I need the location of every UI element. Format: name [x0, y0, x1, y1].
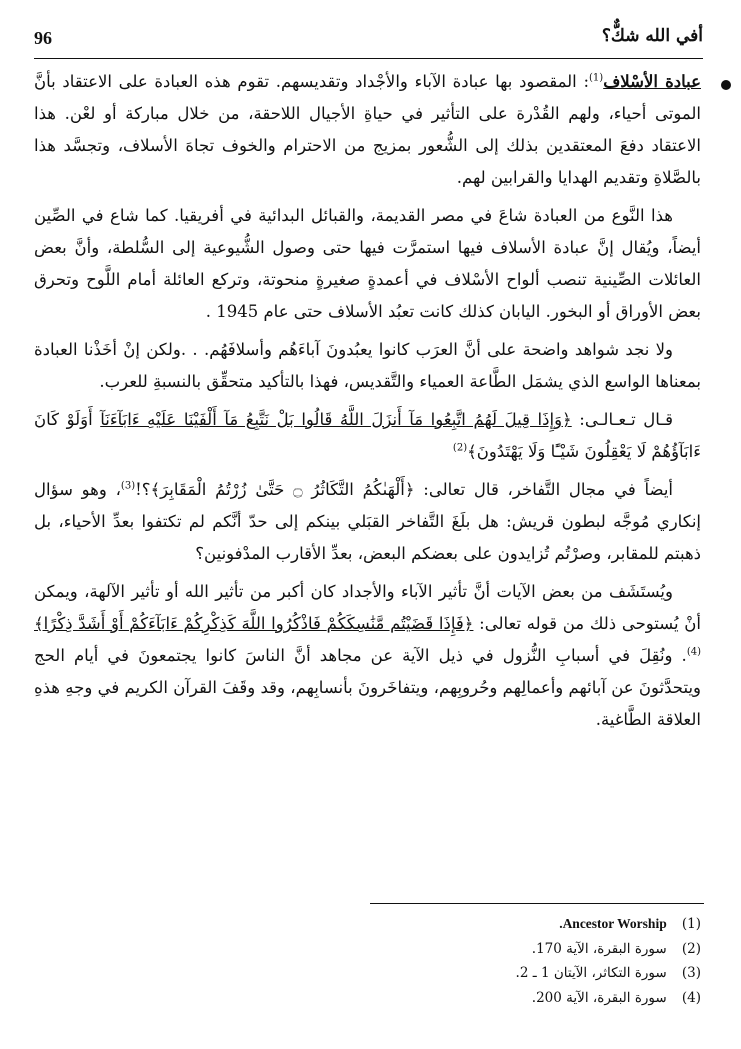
footnote-item: [341, 912, 701, 937]
footnote-ref-3: (3): [120, 480, 136, 492]
quran-verse: أَوَلَوْ كَانَ ءَابَآؤُهُمْ لَا يَعْقِلُونَ شَيْـًٔا وَلَا يَهْتَدُونَ﴾: [34, 410, 701, 461]
paragraph-text: ، وهو سؤال إنكاري مُوجَّه لبطون قريش: هل بلَغَ التَّفاخر القبَلي بينكم إلى حدّ أنَّكم لم تكتفوا بعدِّ الأحياء، بل ذهبتم للمقابر، وصرْتُم تُزايدون على بعضكم البعض، بعدِّ الأقارب المدْفونين؟: [34, 480, 701, 563]
footnote-number: (2): [681, 940, 701, 957]
paragraph-arabs: ولا نجد شواهد واضحة على أنَّ العرَب كانوا يعبُدونَ آباءَهُم وأسلافَهُم. . .ولكن إنْ أخَذْنا العبادة بمعناها الواسع الذي يشمَل الطَّاعة العمياء والتَّقديس، فهذا بالتأكيد متحقِّق بالنسبةِ للعرب.: [34, 340, 701, 391]
bullet-dot: [721, 80, 731, 90]
paragraph-boasting: [34, 474, 701, 570]
quote-lead: قـال تـعـالـى:: [571, 410, 674, 429]
paragraph-quran-1: [34, 404, 701, 468]
quote-lead: أيضاً في مجال التَّفاخر، قال تعالى:: [414, 480, 674, 499]
footnote-number: (1): [681, 916, 701, 932]
quran-verse-underlined: ﴿فَإِذَا قَضَيْتُم مَّنَٰسِكَكُمْ: [326, 614, 474, 633]
footnote-text: سورة التكاثر، الآيتان 1 ـ 2.: [515, 965, 667, 981]
page-number: 96: [34, 28, 52, 48]
footnote-number: (3): [681, 965, 701, 981]
footnote-ref-1: (1): [589, 72, 604, 84]
punctuation: ؟!: [135, 480, 151, 499]
term-ancestor-worship: عبادة الأسْلاف: [603, 72, 701, 91]
paragraph-text: : المقصود بها عبادة الآباء والأجْداد وتقديسهم. تقوم هذه العبادة على الاعتقاد بأنَّ الموتى أحياء، ولهم القُدْرة على التأثير في حياةِ الأجيال اللاحقة، من خلال مباركة أو لعْن. هذا الاعتقاد دفعَ المعتقدين بذلك إلى الشُّعور بمزيج من الاحترام والخوف تجاهَ الأسلاف، وتجسَّد هذا بالصَّلاةِ وتقديم الهدايا والقرابين لهم.: [34, 72, 701, 187]
footnote-text: سورة البقرة، الآية 200.: [531, 989, 667, 1006]
footnotes: [341, 912, 701, 1010]
running-title: أفي الله شكٌّ؟: [601, 26, 703, 46]
quran-verse-underlined: فَاذْكُرُوا اللَّهَ كَذِكْرِكُمْ ءَابَآءَكُمْ أَوْ أَشَدَّ ذِكْرًا﴾: [34, 614, 327, 633]
quran-verse-underlined: ﴿وَإِذَا قِيلَ لَهُمُ اتَّبِعُوا مَآ أَنزَلَ اللَّهُ قَالُوا بَلْ نَتَّبِعُ مَآ أَلْفَيْنَا عَلَيْهِ ءَابَآءَنَآ: [100, 410, 572, 429]
quran-verse: ﴿أَلْهَىٰكُمُ التَّكَاثُرُ ۝ حَتَّىٰ زُرْتُمُ الْمَقَابِرَ﴾: [150, 480, 415, 499]
footnote-divider: [370, 903, 704, 904]
paragraph-text: . ونُقِلَ في أسبابِ النُّزول في ذيل الآية عن مجاهد أنَّ الناسَ كانوا يجتمعونَ في أيام الحج ويتحدَّثونَ عن آبائهم وأعمالِهم وحُروبِهم، ويتفاخَرونَ بأنسابِهم، وقد وقَفَ القرآن الكريم في وجهِ هذهِ العلاقة الطَّاغية.: [34, 646, 701, 729]
footnote-ref-2: (2): [452, 442, 468, 454]
footnote-text: Ancestor Worship.: [559, 916, 667, 931]
paragraph-text: ويُستَشَف من بعض الآيات أنَّ تأثير الآباء والأجداد كان أكبر من تأثير الله أو تأثير الآلهة، ويمكن أنْ يُستوحى ذلك من قوله تعالى:: [34, 582, 701, 633]
paragraph-influence: [34, 576, 701, 736]
footnote-ref-4: (4): [686, 646, 701, 658]
page-header: [34, 24, 703, 59]
paragraph-history: هذا النَّوع من العبادة شاعَ في مصر القديمة، والقبائل البدائية في أفريقيا. كما شاع في الصِّين أيضاً، ويُقال إنَّ عبادة الأسلاف فيها استمرَّت فيها حتى وصول الشُّيوعية إلى السُّلطة، وأنَّ بعض العائلات الصِّينية تنصب ألواح الأسْلاف في أعمدةٍ صغيرةٍ منحوتة، وتركع العائلة أمام اللَّوح وتحرق بعض الأوراق أو البخور. اليابان كذلك كانت تعبُد الأسلاف حتى عام 1945 .: [34, 206, 701, 321]
footnote-item: [341, 986, 701, 1011]
footnote-number: (4): [681, 989, 701, 1006]
paragraph-ancestor-worship: [34, 66, 701, 194]
footnote-item: [341, 961, 701, 986]
footnote-text: سورة البقرة، الآية 170.: [531, 940, 667, 957]
page-body: [34, 66, 701, 742]
footnote-item: [341, 937, 701, 962]
